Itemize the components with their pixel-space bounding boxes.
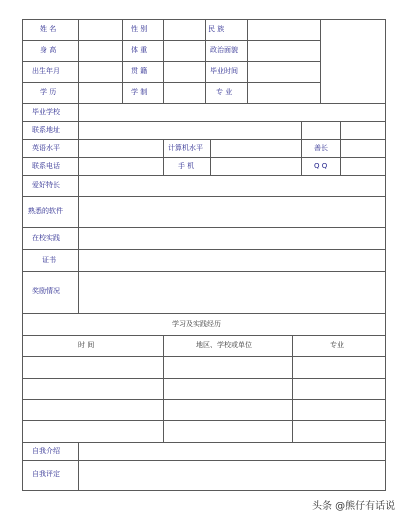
label-name: 姓 名 bbox=[40, 25, 57, 33]
label-education: 学 历 bbox=[40, 88, 57, 96]
label-native-place: 贯 籍 bbox=[131, 67, 148, 75]
col-line bbox=[292, 335, 293, 442]
col-line bbox=[210, 139, 211, 175]
watermark-text: 头条 @熊仔有话说 bbox=[312, 501, 396, 512]
row-line bbox=[22, 121, 386, 122]
row-line bbox=[22, 399, 386, 400]
label-weight: 体 重 bbox=[131, 46, 148, 54]
label-gender: 性 别 bbox=[131, 25, 148, 33]
col-line bbox=[320, 19, 321, 103]
col-line bbox=[205, 19, 206, 103]
label-practice: 在校实践 bbox=[32, 234, 60, 242]
col-line bbox=[78, 19, 79, 103]
label-self-intro: 自我介绍 bbox=[32, 447, 60, 455]
label-major: 专 业 bbox=[216, 88, 233, 96]
label-ethnicity: 民 族 bbox=[208, 25, 225, 33]
col-line bbox=[163, 139, 164, 175]
label-birth-date: 出生年月 bbox=[32, 67, 60, 75]
col-line bbox=[78, 442, 79, 490]
row-line bbox=[22, 460, 386, 461]
col-line bbox=[340, 121, 341, 139]
row-line bbox=[22, 335, 386, 336]
label-specialty: 善长 bbox=[314, 144, 328, 152]
row-line bbox=[22, 313, 386, 314]
col-header-major: 专业 bbox=[330, 341, 344, 349]
label-height: 身 高 bbox=[40, 46, 57, 54]
row-line bbox=[22, 40, 320, 41]
row-line bbox=[22, 139, 386, 140]
label-english-level: 英语水平 bbox=[32, 144, 60, 152]
row-line bbox=[22, 196, 386, 197]
label-qq: Q Q bbox=[314, 162, 328, 170]
col-line bbox=[301, 139, 302, 175]
label-software: 熟悉的软件 bbox=[28, 207, 63, 215]
row-line bbox=[22, 420, 386, 421]
col-header-place: 地区、学校或单位 bbox=[196, 341, 252, 349]
label-certificates: 证书 bbox=[42, 256, 56, 264]
label-study-system: 学 制 bbox=[131, 88, 148, 96]
col-line bbox=[340, 139, 341, 175]
label-graduation-time: 毕业时间 bbox=[210, 67, 238, 75]
row-line bbox=[22, 82, 320, 83]
row-line bbox=[22, 249, 386, 250]
label-graduate-school: 毕业学校 bbox=[32, 108, 60, 116]
row-line bbox=[22, 271, 386, 272]
row-line bbox=[22, 103, 386, 104]
col-line bbox=[163, 335, 164, 442]
border-top bbox=[22, 19, 386, 20]
resume-form bbox=[22, 19, 386, 491]
row-line bbox=[22, 356, 386, 357]
label-hobbies: 爱好特长 bbox=[32, 181, 60, 189]
row-line bbox=[22, 157, 386, 158]
border-bottom bbox=[22, 490, 386, 491]
label-self-eval: 自我评定 bbox=[32, 470, 60, 478]
label-phone: 联系电话 bbox=[32, 162, 60, 170]
label-computer-level: 计算机水平 bbox=[168, 144, 203, 152]
row-line bbox=[22, 175, 386, 176]
label-mobile: 手 机 bbox=[178, 162, 195, 170]
col-header-time: 时 间 bbox=[78, 341, 95, 349]
row-line bbox=[22, 227, 386, 228]
label-awards: 奖励情况 bbox=[32, 287, 60, 295]
row-line bbox=[22, 61, 320, 62]
col-line bbox=[247, 19, 248, 103]
label-address: 联系地址 bbox=[32, 126, 60, 134]
col-line bbox=[163, 19, 164, 103]
label-political-status: 政治面貌 bbox=[210, 46, 238, 54]
row-line bbox=[22, 442, 386, 443]
row-line bbox=[22, 378, 386, 379]
col-line bbox=[122, 19, 123, 103]
section-title-experience: 学习及实践经历 bbox=[172, 320, 221, 328]
col-line bbox=[78, 103, 79, 313]
col-line bbox=[301, 121, 302, 139]
